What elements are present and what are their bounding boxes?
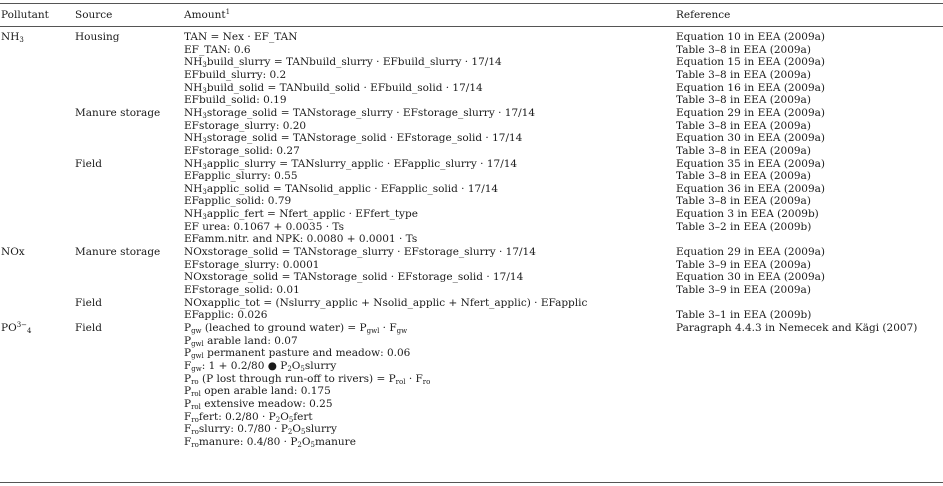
- reference-cell: Table 3–8 in EEA (2009a): [676, 170, 811, 183]
- amount-subscript: rol: [191, 390, 201, 399]
- amount-cell: EFstorage_slurry: 0.0001: [184, 258, 320, 271]
- amount-cell: $NH_3applic\_slurry$ = TANslurry_applic · EFapplic_slurry · 17/14: [184, 157, 518, 171]
- table-row: [0, 347, 943, 360]
- amount-cell: EF_TAN: 0.6: [184, 43, 251, 56]
- source-cell: Field: [75, 321, 102, 334]
- source-cell: Field: [75, 157, 102, 170]
- amount-cell: EFamm.nitr. and NPK: 0.0080 + 0.0001 · Ts: [184, 233, 418, 246]
- table-row: [0, 44, 943, 57]
- amount-subscript: 2: [287, 428, 293, 437]
- table-row: [0, 221, 943, 234]
- amount-cell: $NH_3build\_solid$ = TANbuild_solid · EFbuild_solid · 17/14: [184, 81, 483, 95]
- table-row: [0, 69, 943, 82]
- amount-cell: $F_{ro}fert$: $0.2/80 \cdot P_2O_5fert$: [184, 410, 313, 424]
- amount-subscript: gwl: [191, 352, 204, 361]
- amount-cell: $P_{ro}$ (P lost through run-off to rivers) = $P_{rol} \cdot F_{ro}$: [184, 372, 431, 386]
- amount-subscript: rol: [395, 377, 406, 386]
- table-row: [0, 360, 943, 373]
- amount-subscript: rol: [191, 402, 201, 411]
- amount-subscript: 3: [202, 86, 207, 95]
- amount-cell: $F_{ro}manure$: $0.4/80 \cdot P_2O_5manure$: [184, 435, 356, 449]
- reference-cell: Equation 30 in EEA (2009a): [676, 271, 825, 284]
- table-row: [0, 411, 943, 424]
- table-row: [0, 132, 943, 145]
- table-row: [0, 309, 943, 322]
- table-row: [0, 145, 943, 158]
- header-amount-label: Amount: [184, 9, 226, 21]
- table-row: [0, 259, 943, 272]
- reference-cell: Table 3–9 in EEA (2009a): [676, 284, 811, 296]
- reference-cell: Table 3–8 in EEA (2009a): [676, 43, 811, 56]
- table-row: [0, 233, 943, 246]
- source-cell: Housing: [75, 31, 120, 43]
- amount-subscript: gwl: [366, 326, 380, 335]
- amount-cell: $P_{gwl}$ permanent pasture and meadow: 0.06: [184, 347, 411, 361]
- table-row: [0, 423, 943, 436]
- amount-cell: $NH_3storage\_solid$ = TANstorage_solid · EFstorage_solid · 17/14: [184, 132, 523, 146]
- amount-subscript: 3: [202, 137, 207, 146]
- amount-cell: NOxapplic_tot = (Nslurry_applic + Nsolid_applic + Nfert_applic) · EFapplic: [184, 296, 588, 309]
- amount-subscript: 5: [300, 428, 306, 437]
- reference-cell: Equation 3 in EEA (2009b): [676, 208, 819, 221]
- reference-cell: Equation 16 in EEA (2009a): [676, 81, 825, 94]
- amount-cell: EFbuild_slurry: 0.2: [184, 68, 287, 81]
- table-row: [0, 120, 943, 133]
- table-row: [0, 195, 943, 208]
- amount-cell: $P_{rol}$ extensive meadow: 0.25: [184, 397, 333, 411]
- pollutant-cell: $PO^{3-}_4$: [1, 320, 32, 335]
- reference-cell: Equation 29 in EEA (2009a): [676, 106, 825, 119]
- reference-cell: Equation 29 in EEA (2009a): [676, 246, 825, 259]
- table-row: [0, 208, 943, 221]
- table-row: [0, 373, 943, 386]
- table-row: [0, 284, 943, 297]
- amount-cell: $F_{gw}$: 1 + 0.2/80 ● $P_2O_5slurry$: [184, 359, 337, 373]
- amount-cell: $P_{gwl}$ arable land: 0.07: [184, 334, 298, 348]
- amount-subscript: 5: [300, 364, 305, 373]
- header-amount: [184, 9, 230, 22]
- amount-subscript: 3: [202, 111, 207, 120]
- amount-subscript: 2: [287, 364, 292, 373]
- reference-cell: Paragraph 4.4.3 in Nemecek and Kägi (2007): [676, 321, 918, 334]
- table-row: [0, 183, 943, 196]
- amount-subscript: gw: [396, 326, 408, 335]
- amount-subscript: ro: [191, 415, 199, 424]
- amount-cell: EFstorage_solid: 0.27: [184, 144, 300, 157]
- table-bottom-rule: [0, 482, 943, 483]
- reference-cell: Equation 15 in EEA (2009a): [676, 56, 825, 69]
- header-pollutant: Pollutant: [1, 9, 49, 21]
- amount-cell: $NH_3storage\_solid$ = TANstorage_slurry · EFstorage_slurry · 17/14: [184, 106, 536, 120]
- amount-subscript: gwl: [191, 339, 204, 348]
- amount-subscript: gw: [191, 364, 202, 373]
- reference-cell: Equation 35 in EEA (2009a): [676, 157, 825, 170]
- amount-cell: NOxstorage_solid = TANstorage_slurry · EFstorage_slurry · 17/14: [184, 246, 536, 259]
- amount-subscript: ro: [422, 377, 431, 386]
- amount-subscript: 2: [297, 440, 302, 449]
- amount-subscript: ro: [191, 377, 199, 386]
- table-top-rule: [0, 3, 943, 4]
- table-row: [0, 322, 943, 335]
- reference-cell: Table 3–8 in EEA (2009a): [676, 144, 811, 157]
- amount-cell: EFapplic: 0.026: [184, 309, 268, 322]
- amount-subscript: 3: [202, 187, 207, 196]
- amount-subscript: ro: [191, 440, 199, 449]
- table-row: [0, 297, 943, 310]
- pollutant-cell: $NH_3$: [1, 31, 24, 44]
- header-source: Source: [75, 9, 113, 21]
- source-cell: Manure storage: [75, 246, 161, 259]
- source-cell: Manure storage: [75, 106, 161, 119]
- table-row: [0, 385, 943, 398]
- reference-cell: Table 3–1 in EEA (2009b): [676, 309, 812, 322]
- table-row: [0, 158, 943, 171]
- table-row: [0, 398, 943, 411]
- amount-subscript: 3: [202, 162, 207, 171]
- amount-cell: EFbuild_solid: 0.19: [184, 94, 287, 107]
- table-row: [0, 436, 943, 449]
- amount-cell: $NH_3applic\_solid$ = TANsolid_applic · EFapplic_solid · 17/14: [184, 182, 499, 196]
- table-row: [0, 94, 943, 107]
- reference-cell: Table 3–2 in EEA (2009b): [676, 220, 812, 233]
- amount-subscript: gw: [191, 326, 202, 335]
- amount-subscript: 5: [310, 440, 315, 449]
- source-cell: Field: [75, 296, 102, 309]
- amount-cell: $NH_3applic\_fert$ = Nfert_applic · EFfert_type: [184, 208, 418, 222]
- amount-cell: NOxstorage_solid = TANstorage_solid · EFstorage_solid · 17/14: [184, 271, 524, 284]
- amount-subscript: ro: [191, 428, 199, 437]
- amount-subscript: 3: [202, 61, 207, 70]
- amount-cell: EF urea: 0.1067 + 0.0035 · Ts: [184, 220, 345, 233]
- pollutant-superscript: 3−: [16, 320, 28, 329]
- amount-cell: TAN = Nex · EF_TAN: [184, 31, 298, 43]
- reference-cell: Table 3–8 in EEA (2009a): [676, 119, 811, 132]
- table-row: [0, 170, 943, 183]
- amount-cell: $P_{gw}$ (leached to ground water) = $P_{gwl} \cdot F_{gw}$: [184, 321, 408, 335]
- amount-cell: EFapplic_solid: 0.79: [184, 195, 292, 208]
- pollutant-subscript: 3: [19, 36, 24, 44]
- header-amount-footnote: 1: [225, 8, 231, 16]
- amount-subscript: 3: [202, 213, 207, 222]
- amount-cell: $P_{rol}$ open arable land: 0.175: [184, 385, 331, 399]
- table-row: [0, 246, 943, 259]
- table-row: [0, 56, 943, 69]
- reference-cell: Table 3–8 in EEA (2009a): [676, 94, 811, 107]
- amount-cell: EFapplic_slurry: 0.55: [184, 170, 298, 183]
- table-row: [0, 335, 943, 348]
- pollutant-cell: NOx: [1, 246, 25, 259]
- table-row: [0, 31, 943, 44]
- reference-cell: Table 3–8 in EEA (2009a): [676, 68, 811, 81]
- reference-cell: Table 3–9 in EEA (2009a): [676, 258, 811, 271]
- amount-cell: EFstorage_solid: 0.01: [184, 284, 300, 296]
- reference-cell: Equation 10 in EEA (2009a): [676, 31, 825, 43]
- reference-cell: Table 3–8 in EEA (2009a): [676, 195, 811, 208]
- amount-subscript: 5: [288, 415, 294, 424]
- table-header-rule: [0, 26, 943, 27]
- table-row: [0, 82, 943, 95]
- reference-cell: Equation 30 in EEA (2009a): [676, 132, 825, 145]
- amount-cell: EFstorage_slurry: 0.20: [184, 119, 307, 132]
- amount-subscript: 2: [275, 415, 281, 424]
- amount-cell: $F_{ro}slurry$: $0.7/80 \cdot P_2O_5slurry$: [184, 423, 337, 437]
- amount-cell: $NH_3build\_slurry$ = TANbuild_slurry · EFbuild_slurry · 17/14: [184, 56, 502, 70]
- table-row: [0, 107, 943, 120]
- pollutant-subscript: 4: [27, 326, 32, 335]
- table-row: [0, 271, 943, 284]
- reference-cell: Equation 36 in EEA (2009a): [676, 182, 825, 195]
- header-reference: Reference: [676, 9, 731, 21]
